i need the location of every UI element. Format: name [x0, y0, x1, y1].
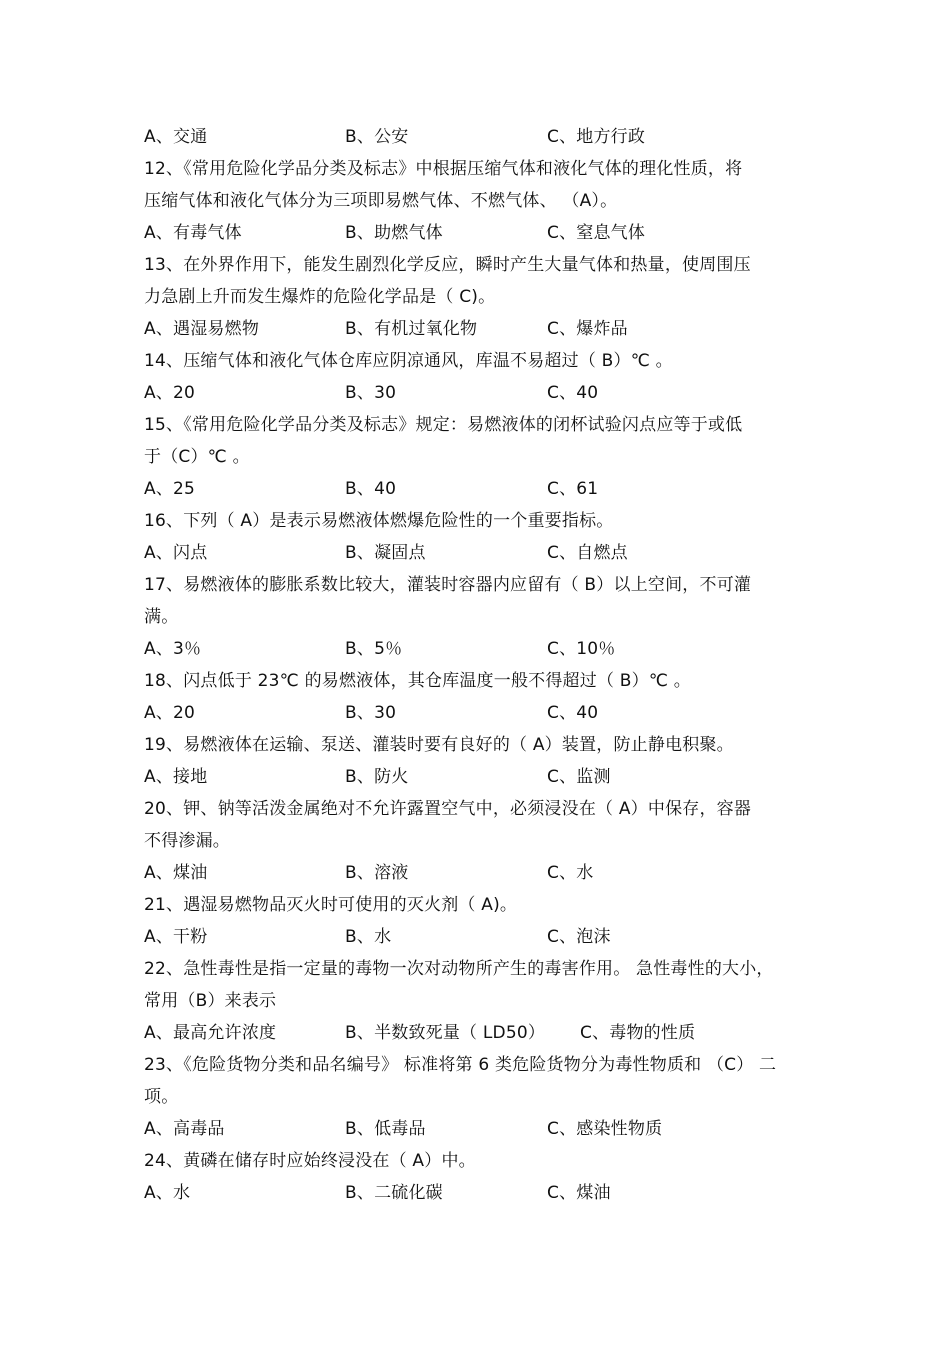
option-a: A、遇湿易燃物: [144, 319, 260, 339]
option-a: A、水: [144, 1183, 191, 1203]
question-list: [144, 121, 824, 1209]
option-a: A、20: [144, 703, 196, 723]
option-b: B、凝固点: [345, 543, 426, 563]
option-c: C、窒息气体: [547, 223, 646, 243]
option-c: C、40: [547, 703, 599, 723]
question-text-line: 项。: [144, 1087, 179, 1107]
option-c: C、地方行政: [547, 127, 646, 147]
answer-options-row: [144, 313, 824, 345]
question-text-line: 19、易燃液体在运输、泵送、灌装时要有良好的（ A）装置，防止静电积聚。: [144, 735, 734, 755]
question-text-line: 17、易燃液体的膨胀系数比较大，灌装时容器内应留有（ B）以上空间，不可灌: [144, 575, 752, 595]
answer-options-row: [144, 857, 824, 889]
question-text-line: 21、遇湿易燃物品灭火时可使用的灭火剂（ A)。: [144, 895, 518, 915]
option-b: B、助燃气体: [345, 223, 443, 243]
question-text-line: 20、钾、钠等活泼金属绝对不允许露置空气中，必须浸没在（ A）中保存，容器: [144, 799, 752, 819]
question-text-line: 12、《常用危险化学品分类及标志》中根据压缩气体和液化气体的理化性质，将: [144, 159, 743, 179]
question-text-line: 力急剧上升而发生爆炸的危险化学品是（ C)。: [144, 287, 496, 307]
option-a: A、高毒品: [144, 1119, 225, 1139]
option-b: B、二硫化碳: [345, 1183, 443, 1203]
option-b: B、30: [345, 703, 397, 723]
option-c: C、自燃点: [547, 543, 628, 563]
option-b: B、5％: [345, 639, 403, 659]
option-b: B、低毒品: [345, 1119, 426, 1139]
option-c: C、61: [547, 479, 599, 499]
option-a: A、有毒气体: [144, 223, 242, 243]
option-a: A、闪点: [144, 543, 208, 563]
question-text-line: 常用（B）来表示: [144, 991, 277, 1011]
answer-options-row: [144, 697, 824, 729]
question-text-line: 满。: [144, 607, 179, 627]
option-c: C、监测: [547, 767, 611, 787]
answer-options-row: [144, 1177, 824, 1209]
option-c: C、水: [547, 863, 594, 883]
option-b: B、水: [345, 927, 392, 947]
option-b: B、30: [345, 383, 397, 403]
answer-options-row: [144, 473, 824, 505]
option-c: C、爆炸品: [547, 319, 628, 339]
question-text-line: 于（C）℃ 。: [144, 447, 250, 467]
option-c: C、40: [547, 383, 599, 403]
question-text-line: 16、下列（ A）是表示易燃液体燃爆危险性的一个重要指标。: [144, 511, 614, 531]
option-c: C、煤油: [547, 1183, 611, 1203]
option-b: B、有机过氧化物: [345, 319, 478, 339]
option-b: B、半数致死量（ LD50）: [345, 1023, 546, 1043]
option-a: A、20: [144, 383, 196, 403]
option-b: B、溶液: [345, 863, 409, 883]
question-text-line: 23、《危险货物分类和品名编号》 标准将第 6 类危险货物分为毒性物质和 （C） 二: [144, 1055, 777, 1075]
option-c: C、毒物的性质: [580, 1023, 696, 1043]
answer-options-row: [144, 921, 824, 953]
option-c: C、感染性物质: [547, 1119, 663, 1139]
option-a: A、交通: [144, 127, 208, 147]
option-a: A、25: [144, 479, 196, 499]
option-a: A、干粉: [144, 927, 208, 947]
question-text-line: 15、《常用危险化学品分类及标志》规定：易燃液体的闭杯试验闪点应等于或低: [144, 415, 743, 435]
question-text-line: 24、黄磷在储存时应始终浸没在（ A）中。: [144, 1151, 476, 1171]
answer-options-row: [144, 537, 824, 569]
option-a: A、接地: [144, 767, 208, 787]
answer-options-row: [144, 377, 824, 409]
question-text-line: 22、急性毒性是指一定量的毒物一次对动物所产生的毒害作用。 急性毒性的大小，: [144, 959, 774, 979]
answer-options-row: [144, 217, 824, 249]
option-b: B、防火: [345, 767, 409, 787]
option-a: A、煤油: [144, 863, 208, 883]
option-b: B、公安: [345, 127, 409, 147]
answer-options-row: [144, 633, 824, 665]
question-text-line: 14、压缩气体和液化气体仓库应阴凉通风，库温不易超过（ B）℃ 。: [144, 351, 673, 371]
answer-options-row: [144, 121, 824, 153]
option-c: C、泡沫: [547, 927, 611, 947]
answer-options-row: [144, 1017, 824, 1049]
option-b: B、40: [345, 479, 397, 499]
option-c: C、10％: [547, 639, 616, 659]
option-a: A、3％: [144, 639, 202, 659]
answer-options-row: [144, 1113, 824, 1145]
answer-options-row: [144, 761, 824, 793]
question-text-line: 压缩气体和液化气体分为三项即易燃气体、不燃气体、 （A）。: [144, 191, 618, 211]
question-text-line: 18、闪点低于 23℃ 的易燃液体，其仓库温度一般不得超过（ B）℃ 。: [144, 671, 691, 691]
option-a: A、最高允许浓度: [144, 1023, 277, 1043]
question-text-line: 不得渗漏。: [144, 831, 230, 851]
question-text-line: 13、在外界作用下，能发生剧烈化学反应，瞬时产生大量气体和热量，使周围压: [144, 255, 751, 275]
